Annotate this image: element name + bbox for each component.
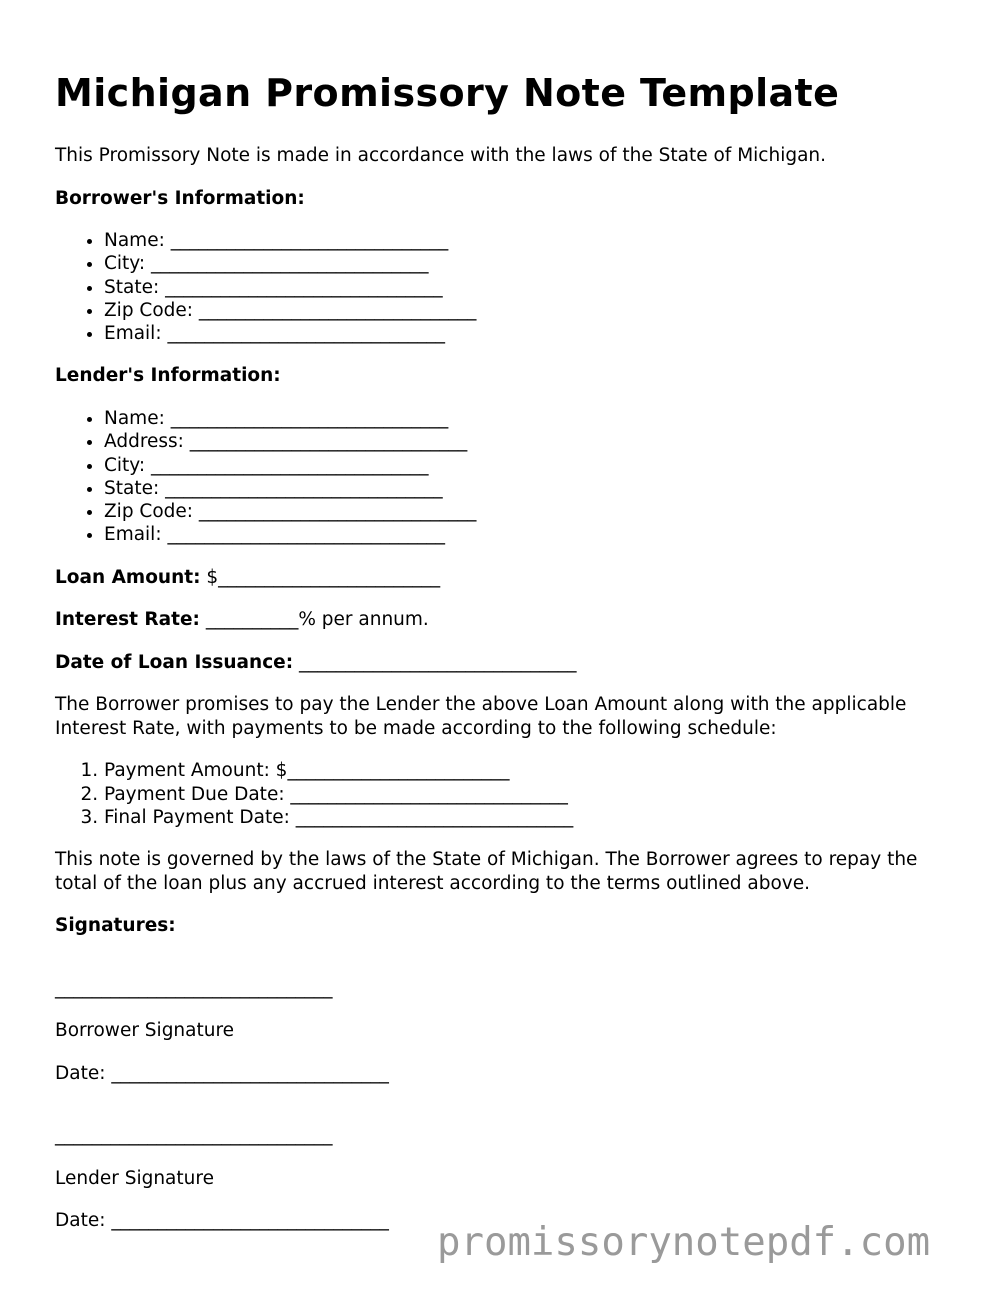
issuance-date-blank: ______________________________	[293, 651, 577, 673]
payment-schedule-list	[55, 759, 955, 829]
loan-amount-line	[55, 566, 955, 590]
loan-amount-label: Loan Amount:	[55, 566, 201, 588]
signature-spacer	[55, 957, 955, 977]
borrower-email-field: • Email: ______________________________	[104, 322, 955, 345]
lender-signature-date: Date: ______________________________	[55, 1210, 389, 1232]
watermark-text: promissorynotepdf.com	[437, 1220, 931, 1265]
borrower-zip-field: • Zip Code: ______________________________	[104, 299, 955, 322]
document-page	[55, 62, 955, 1252]
lender-state-field: • State: ______________________________	[104, 477, 955, 500]
issuance-date-line	[55, 651, 955, 675]
interest-rate-line	[55, 608, 955, 632]
lender-email-field: • Email: ______________________________	[104, 523, 955, 546]
lender-name-field: • Name: ______________________________	[104, 407, 955, 430]
lender-fields-list	[55, 407, 955, 547]
document-title: Michigan Promissory Note Template	[55, 71, 840, 115]
lender-city-field: • City: ______________________________	[104, 454, 955, 477]
lender-heading: Lender's Information:	[55, 365, 281, 387]
lender-signature-line: ______________________________	[55, 1125, 333, 1147]
issuance-date-label: Date of Loan Issuance:	[55, 651, 294, 673]
lender-zip-field: • Zip Code: ______________________________	[104, 500, 955, 523]
signature-spacer	[55, 1104, 955, 1124]
borrower-name-field: • Name: ______________________________	[104, 229, 955, 252]
intro-paragraph: This Promissory Note is made in accordance with the laws of the State of Michigan.	[55, 145, 827, 166]
final-payment-date-item: 3. Final Payment Date: ______________________________	[104, 806, 955, 829]
borrower-heading: Borrower's Information:	[55, 187, 305, 209]
borrower-fields-list	[55, 229, 955, 345]
borrower-signature-label: Borrower Signature	[55, 1020, 235, 1042]
interest-rate-label: Interest Rate:	[55, 609, 200, 631]
lender-address-field: • Address: ______________________________	[104, 430, 955, 453]
promise-paragraph: The Borrower promises to pay the Lender the above Loan Amount along with the applicable Interest Rate, with payments to be made according to the following schedule:	[55, 694, 907, 739]
governing-law-paragraph: This note is governed by the laws of the State of Michigan. The Borrower agrees to repay the total of the loan plus any accrued interest according to the terms outlined above.	[55, 849, 918, 894]
signatures-heading: Signatures:	[55, 915, 176, 937]
borrower-city-field: • City: ______________________________	[104, 252, 955, 275]
payment-due-date-item: 2. Payment Due Date: ______________________________	[104, 783, 955, 806]
borrower-signature-date: Date: ______________________________	[55, 1062, 389, 1084]
lender-signature-label: Lender Signature	[55, 1167, 214, 1189]
loan-amount-blank: $________________________	[200, 566, 441, 588]
interest-rate-blank: __________% per annum.	[199, 609, 429, 631]
borrower-state-field: • State: ______________________________	[104, 276, 955, 299]
payment-amount-item: 1. Payment Amount: $________________________	[104, 759, 955, 782]
borrower-signature-line: ______________________________	[55, 977, 333, 999]
